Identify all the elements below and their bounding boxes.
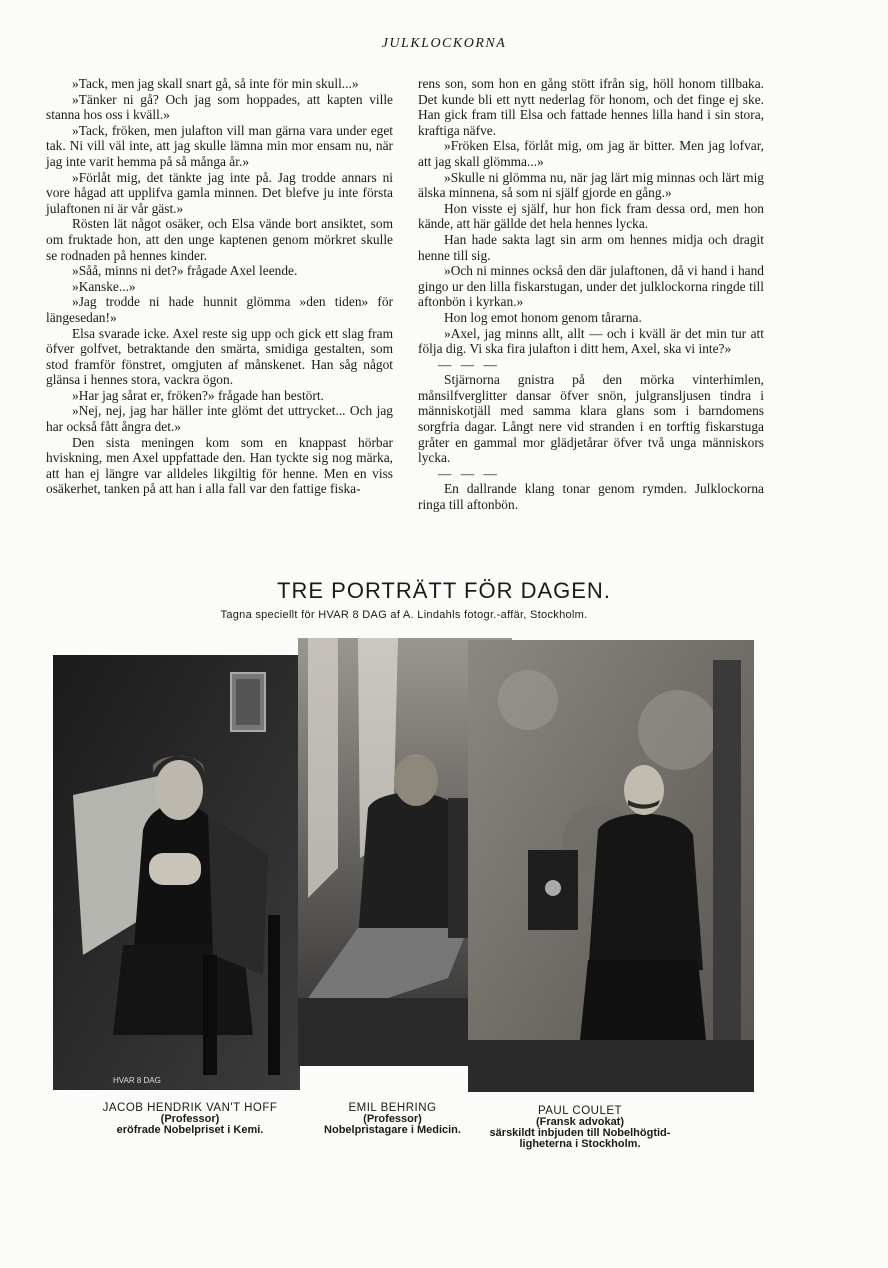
story-paragraph: »Såå, minns ni det?» frågade Axel leende. <box>72 263 298 279</box>
story-paragraph: »Kanske...» <box>72 278 136 294</box>
portrait-photo-coulet <box>468 640 754 1092</box>
caption-name: PAUL COULET <box>537 1105 623 1117</box>
caption-name: JACOB HENDRIK VAN'T HOFF <box>102 1102 278 1114</box>
story-paragraph: »Och ni minnes också den där julaftonen, då vi hand i hand gingo ur den lilla fiskarstugan, under det julklockorna ringde till aftonbön i kyrkan.» <box>418 263 764 310</box>
caption-van-t-hoff <box>95 1103 285 1136</box>
story-column-left <box>46 76 393 497</box>
story-paragraph: »Har jag sårat er, fröken?» frågade han bestört. <box>72 387 324 403</box>
story-paragraph: Hon visste ej själf, hur hon fick fram dessa ord, men hon kände, att här gällde det hela hennes lycka. <box>418 200 764 232</box>
caption-behring <box>310 1103 475 1136</box>
story-paragraph: »Tack, fröken, men julafton vill man gärna vara under eget tak. Ni vill väl inte, att jag skulle lämna min mor ensam nu, när jag inte varit hemma på så många år.» <box>46 122 393 169</box>
caption-role: (Professor) <box>160 1113 220 1125</box>
running-head: JULKLOCKORNA <box>381 36 507 51</box>
story-paragraph: Han hade sakta lagt sin arm om hennes midja och dragit henne till sig. <box>418 231 764 263</box>
caption-desc: särskildt inbjuden till Nobelhögtid- <box>489 1127 671 1139</box>
story-paragraph: Stjärnorna gnistra på den mörka vinterhimlen, månsilfverglitter dansar öfver snön, julgransljusen tindra i människotjäll med samma klara glans som i barndomens sorgfria dagar. Långt nere vid stranden i en torftig fiskarstuga gråter en gammal mor glädjetårar öfver två unga människors lycka. <box>418 372 764 466</box>
story-paragraph: — — — <box>438 465 500 481</box>
gallery-subtitle: Tagna speciellt för HVAR 8 DAG af A. Lindahls fotogr.-affär, Stockholm. <box>220 609 588 621</box>
story-paragraph: Elsa svarade icke. Axel reste sig upp och gick ett slag fram öfver golfvet, betraktande den smärta, smidiga gestalten, som stod framför fönstret, omgjuten af månskenet. Han såg något glänsa i hennes stora, vackra ögon. <box>46 325 393 388</box>
story-paragraph: Rösten lät något osäker, och Elsa vände bort ansiktet, som om fruktade hon, att den unge kaptenen genom mörkret skulle se rodnaden på hennes kinder. <box>46 216 393 263</box>
story-paragraph: Hon log emot honom genom tårarna. <box>444 309 642 325</box>
story-paragraph: En dallrande klang tonar genom rymden. Julklockorna ringa till aftonbön. <box>418 481 764 513</box>
story-paragraph: »Fröken Elsa, förlåt mig, om jag är bitter. Men jag lofvar, att jag skall glömma...» <box>418 138 764 169</box>
story-column-right <box>418 76 764 513</box>
caption-name: EMIL BEHRING <box>348 1102 437 1114</box>
story-paragraph: rens son, som hon en gång stött ifrån sig, höll honom tillbaka. Det kunde bli ett nytt nederlag för honom, och det finge ej ske. Han gick fram till Elsa och fattade hennes lilla hand i sin stora, kraftiga näfve. <box>418 76 764 138</box>
gallery-title: TRE PORTRÄTT FÖR DAGEN. <box>277 578 611 603</box>
story-paragraph: Den sista meningen kom som en knappast hörbar hviskning, men Axel uppfattade den. Han tyckte sig nog märka, att han ej längre var alldeles likgiltig för henne. Men en viss osäkerhet, tanken på att han i alla fall var den fattige fiska- <box>46 434 393 497</box>
caption-desc: Nobelpristagare i Medicin. <box>324 1124 461 1136</box>
story-paragraph: — — — <box>438 356 500 372</box>
portrait-photo-van-t-hoff <box>53 655 300 1090</box>
caption-role: (Professor) <box>363 1113 422 1125</box>
caption-desc: ligheterna i Stockholm. <box>519 1138 641 1150</box>
story-paragraph: »Jag trodde ni hade hunnit glömma »den tiden» för längesedan!» <box>46 294 393 325</box>
caption-role: (Fransk advokat) <box>535 1116 625 1128</box>
caption-desc: eröfrade Nobelpriset i Kemi. <box>116 1124 264 1136</box>
story-paragraph: »Tack, men jag skall snart gå, så inte för min skull...» <box>72 76 359 91</box>
story-paragraph: »Förlåt mig, det tänkte jag inte på. Jag trodde annars ni vore hågad att upplifva gamla minnen. Det blefve ju inte första julaftonen ni är vår gäst.» <box>46 169 393 216</box>
story-paragraph: »Nej, nej, jag har häller inte glömt det uttrycket... Och jag har också fått ångra det.» <box>46 403 393 435</box>
story-paragraph: »Axel, jag minns allt, allt — och i kväll är det min tur att följa dig. Vi ska fira julafton i ditt hem, Axel, ska vi inte?» <box>418 325 764 357</box>
photo-watermark: HVAR 8 DAG <box>113 1076 161 1085</box>
caption-coulet <box>480 1106 680 1150</box>
story-paragraph: »Tänker ni gå? Och jag som hoppades, att kapten ville stanna hos oss i kväll.» <box>46 91 393 123</box>
story-paragraph: »Skulle ni glömma nu, när jag lärt mig minnas och lärt mig älska minnena, så som ni själf gjorde en gång.» <box>418 169 764 201</box>
